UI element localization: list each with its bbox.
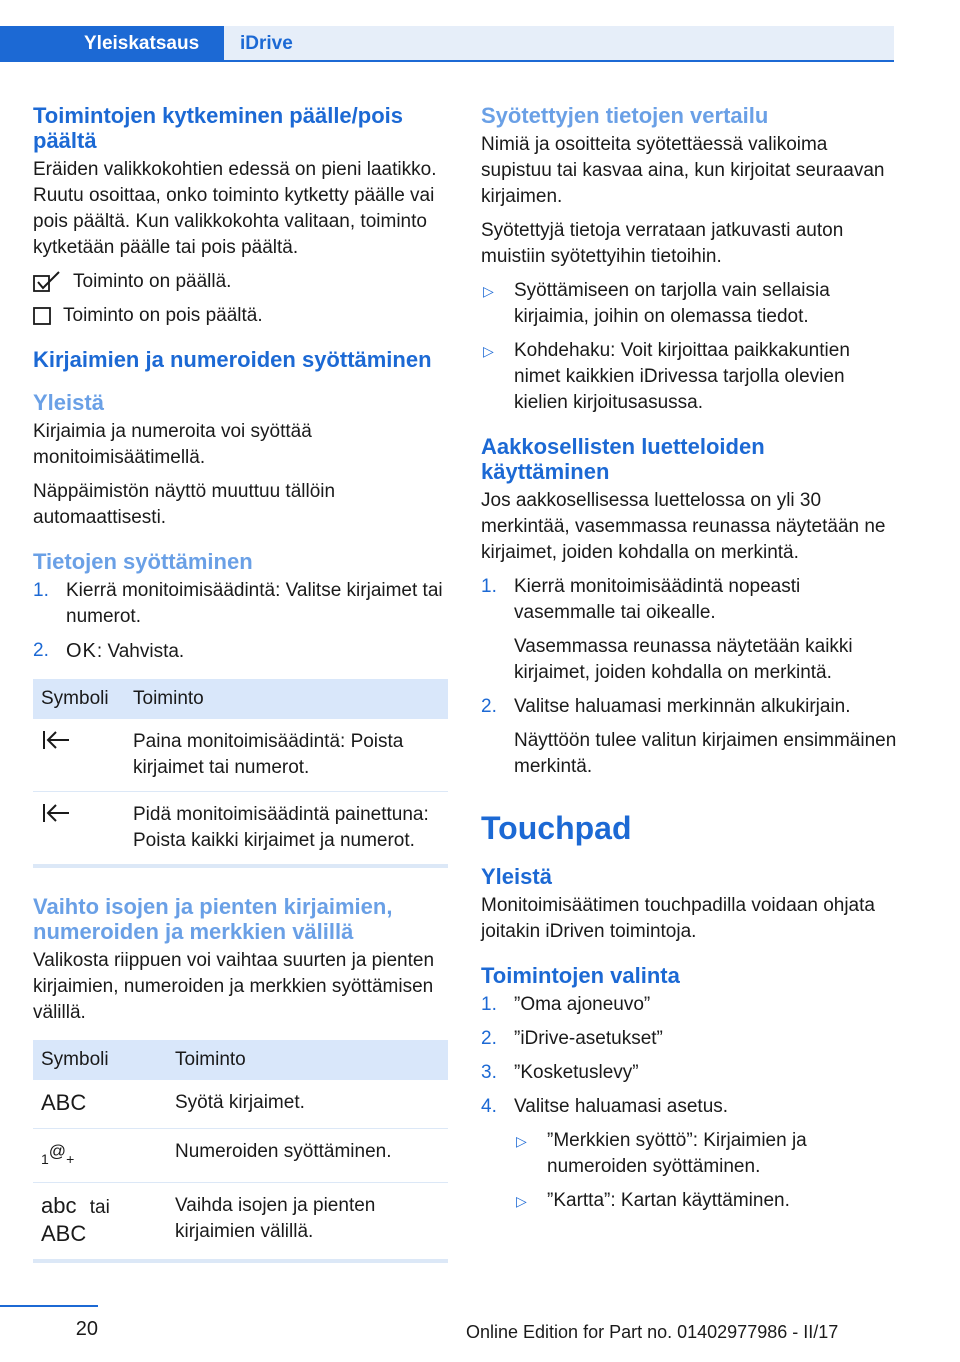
triangle-bullet-icon: ▷ xyxy=(483,343,494,359)
table-row: abc tai ABC Vaihda isojen ja pienten kirjaimien välillä. xyxy=(41,1193,376,1247)
table-header-function: Toiminto xyxy=(167,1040,448,1080)
delete-symbol-table xyxy=(33,679,448,868)
select-steps xyxy=(481,992,897,1214)
heading-case: Vaihto isojen ja pienten kirjaimien, numeroiden ja merkkien välillä xyxy=(33,894,393,944)
section-tab: Yleiskatsaus xyxy=(0,26,224,62)
paragraph-tp-general: Monitoimisäätimen touchpadilla voidaan ohjata joitakin iDriven toimintoja. xyxy=(481,895,875,942)
paragraph-general-2: Näppäimistön näyttö muuttuu tällöin automaattisesti. xyxy=(33,481,336,528)
triangle-bullet-icon: ▷ xyxy=(516,1133,527,1149)
list-item: 1. Kierrä monitoimisäädintä nopeasti vasemmalle tai oikealle. Vasemmassa reunassa näytetään kaikki kirjaimet, joiden kohdalla on merkintä. xyxy=(481,576,853,683)
uppercase-icon: ABC xyxy=(41,1221,87,1247)
list-item: 2. ”iDrive-asetukset” xyxy=(481,1028,663,1049)
select-sub-bullets xyxy=(514,1128,897,1214)
compare-bullets xyxy=(481,278,897,416)
heading-input: Kirjaimien ja numeroiden syöttäminen xyxy=(33,347,432,372)
entry-steps xyxy=(33,578,448,665)
header-rule xyxy=(0,60,894,62)
chapter-tab: iDrive xyxy=(224,26,894,62)
triangle-bullet-icon: ▷ xyxy=(516,1193,527,1209)
delete-arrow-icon xyxy=(41,802,71,824)
paragraph-toggle: Eräiden valikkokohtien edessä on pieni laatikko. Ruutu osoittaa, onko toiminto kytketty päälle vai pois päältä. Kun valikkokohta valitaan, toiminto kytketään päälle tai pois päältä. xyxy=(33,159,437,258)
heading-entry: Tietojen syöttäminen xyxy=(33,549,253,574)
table-row: Pidä monitoimisäädintä painettuna: Poista kaikki kirjaimet ja numerot. xyxy=(33,792,448,867)
left-column xyxy=(33,103,448,1267)
paragraph-compare-1: Nimiä ja osoitteita syötettäessä valikoima supistuu tai kasvaa aina, kun kirjoitat seuraavan kirjaimen. xyxy=(481,134,885,207)
triangle-bullet-icon: ▷ xyxy=(483,283,494,299)
list-item: 1. Kierrä monitoimisäädintä: Valitse kirjaimet tai numerot. xyxy=(33,580,443,627)
list-item: ▷ ”Merkkien syöttö”: Kirjaimien ja numeroiden syöttäminen. xyxy=(516,1130,807,1177)
right-column xyxy=(481,103,897,1222)
checkbox-checked-icon xyxy=(33,271,61,293)
table-header-symbol: Symboli xyxy=(33,1040,167,1080)
paragraph-compare-2: Syötettyjä tietoja verrataan jatkuvasti auton muistiin syötettyihin tietoihin. xyxy=(481,220,844,267)
list-item: ▷ Syöttämiseen on tarjolla vain sellaisia kirjaimia, joihin on olemassa tiedot. xyxy=(483,280,830,327)
ok-icon: OK xyxy=(66,640,97,662)
list-item: 4. Valitse haluamasi asetus. ▷ ”Merkkien syöttö”: Kirjaimien ja numeroiden syöttäminen. ▷ ”Kartta”: Kartan käyttäminen. xyxy=(481,1094,897,1214)
case-symbol-table xyxy=(33,1040,448,1263)
heading-compare: Syötettyjen tietojen vertailu xyxy=(481,103,769,128)
table-header-function: Toiminto xyxy=(125,679,448,719)
uppercase-icon: ABC xyxy=(41,1090,87,1115)
edition-text: Online Edition for Part no. 01402977986 - II/17 xyxy=(466,1322,839,1342)
heading-alpha: Aakkosellisten luetteloiden käyttäminen xyxy=(481,434,765,484)
checkbox-empty-icon xyxy=(33,307,51,325)
list-item: 2. Valitse haluamasi merkinnän alkukirjain. Näyttöön tulee valitun kirjaimen ensimmäinen merkintä. xyxy=(481,696,897,777)
table-header-symbol: Symboli xyxy=(33,679,125,719)
toggle-on-line xyxy=(33,269,448,295)
paragraph-case: Valikosta riippuen voi vaihtaa suurten ja pienten kirjaimien, numeroiden ja merkkien syöttämisen välillä. xyxy=(33,950,435,1023)
list-item: 1. ”Oma ajoneuvo” xyxy=(481,994,651,1015)
list-item: ▷ Kohdehaku: Voit kirjoittaa paikkakuntien nimet kaikkien iDrivessa tarjolla olevien kielien kirjoitusasussa. xyxy=(483,340,850,413)
lowercase-icon: abc xyxy=(41,1193,77,1219)
paragraph-alpha: Jos aakkosellisessa luettelossa on yli 30 merkintää, vasemmassa reunassa näytetään ne kirjaimet, joiden kohdalla on merkintä. xyxy=(481,490,886,563)
table-row: 1@+ Numeroiden syöttäminen. xyxy=(33,1129,448,1183)
heading-tp-general: Yleistä xyxy=(481,864,552,889)
list-item: 2. OK: Vahvista. xyxy=(33,640,185,662)
toggle-off-text: Toiminto on pois päältä. xyxy=(63,305,263,326)
delete-arrow-icon xyxy=(41,729,71,751)
list-item: 3. ”Kosketuslevy” xyxy=(481,1062,639,1083)
toggle-on-text: Toiminto on päällä. xyxy=(73,271,232,292)
heading-select: Toimintojen valinta xyxy=(481,963,680,988)
toggle-off-line xyxy=(33,303,448,329)
table-row: ABC Syötä kirjaimet. xyxy=(33,1080,448,1129)
heading-touchpad: Touchpad xyxy=(481,810,632,846)
heading-general: Yleistä xyxy=(33,390,104,415)
list-item: ▷ ”Kartta”: Kartan käyttäminen. xyxy=(514,1188,897,1214)
paragraph-general-1: Kirjaimia ja numeroita voi syöttää monitoimisäätimellä. xyxy=(33,421,312,468)
numbers-icon: 1@+ xyxy=(41,1142,75,1168)
alpha-steps xyxy=(481,574,897,780)
heading-toggle: Toimintojen kytkeminen päälle/pois päältä xyxy=(33,103,404,153)
page-header xyxy=(0,0,960,64)
page-number: 20 xyxy=(75,1318,98,1340)
table-row: Paina monitoimisäädintä: Poista kirjaimet tai numerot. xyxy=(33,719,448,792)
footer-rule xyxy=(0,1305,98,1307)
